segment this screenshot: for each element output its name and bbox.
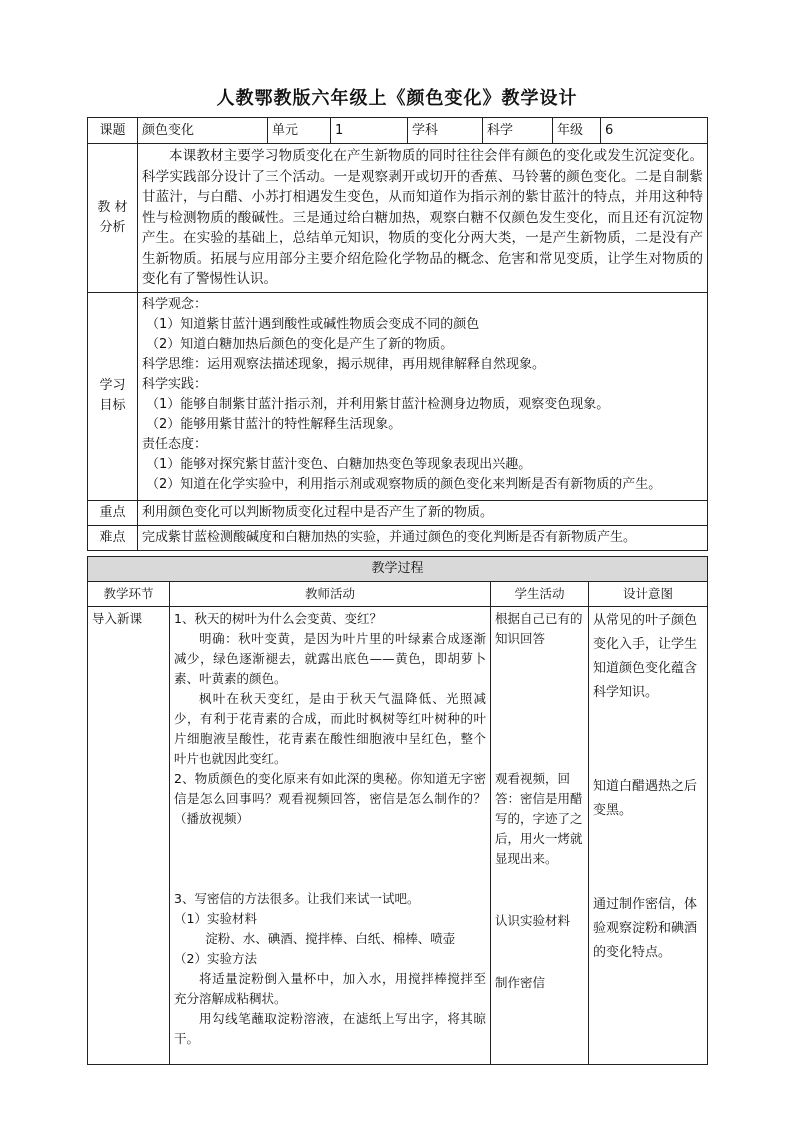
objectives-label: 学习 目标 — [88, 292, 138, 500]
student-activity-1: 根据自己已有的知识回答 — [495, 611, 583, 646]
intent-3: 通过制作密信，体验观察淀粉和碘酒的变化特点。 — [593, 897, 698, 960]
objective-line: （2）能够用紫甘蓝汁的特性解释生活现象。 — [146, 416, 402, 432]
column-header: 设计意图 — [589, 582, 708, 607]
method-heading: （2）实验方法 — [174, 951, 257, 966]
unit-value: 1 — [331, 118, 408, 144]
key-point-label: 重点 — [88, 500, 138, 525]
teaching-process-table — [87, 556, 708, 1065]
lesson-info-table — [87, 117, 708, 551]
grade-value: 6 — [601, 118, 708, 144]
design-intent — [589, 607, 708, 1065]
intent-2: 知道白醋遇热之后变黑。 — [593, 779, 698, 818]
objective-line: （2）知道白糖加热后颜色的变化是产生了新的物质。 — [146, 336, 454, 352]
method-step-2: 用勾线笔蘸取淀粉溶液，在滤纸上写出字，将其晾干。 — [174, 1011, 486, 1046]
teacher-question-2: 2、物质颜色的变化原来有如此深的奥秘。你知道无字密信是怎么回事吗？观看视频回答，密信是怎么制作的？（播放视频） — [174, 771, 486, 826]
teacher-question-1: 1、秋天的树叶为什么会变黄、变红？ — [174, 611, 382, 626]
column-header: 学生活动 — [491, 582, 589, 607]
objective-line: 责任态度： — [142, 436, 208, 452]
objective-line: 科学实践： — [142, 376, 208, 392]
student-activity — [491, 607, 589, 1065]
stage-cell: 导入新课 — [88, 607, 170, 1065]
unit-label: 单元 — [268, 118, 331, 144]
method-step-1: 将适量淀粉倒入量杯中，加入水，用搅拌棒搅拌至充分溶解成粘稠状。 — [174, 971, 486, 1006]
analysis-text: 本课教材主要学习物质变化在产生新物质的同时往往会伴有颜色的变化或发生沉淀变化。科学实践部分设计了三个活动。一是观察剥开或切开的香蕉、马铃薯的颜色变化。二是自制紫甘蓝汁，与白醋、小苏打相遇发生变色，从而知道作为指示剂的紫甘蓝汁的特点，并用这种特性与检测物质的酸碱性。三是通过给白糖加热，观察白糖不仅颜色发生变化，而且还有沉淀物产生。在实验的基础上，总结单元知识，物质的变化分两大类，一是产生新物质，二是没有产生新物质。拓展与应用部分主要介绍危险化学物品的概念、危害和常见变质，让学生对物质的变化有了警惕性认识。 — [138, 144, 708, 293]
column-header: 教师活动 — [170, 582, 491, 607]
student-activity-4: 制作密信 — [495, 975, 546, 990]
materials-text: 淀粉、水、碘酒、搅拌棒、白纸、棉棒、喷壶 — [205, 931, 456, 946]
objective-line: 科学思维：运用观察法描述现象，揭示规律，再用规律解释自然现象。 — [142, 356, 546, 372]
analysis-label: 教 材 分析 — [88, 144, 138, 293]
teacher-answer-2: 枫叶在秋天变红，是由于秋天气温降低、光照减少，有利于花青素的合成，而此时枫树等红叶树种的叶片细胞液呈酸性，花青素在酸性细胞液中呈红色，整个叶片也就因此变红。 — [174, 691, 486, 766]
objectives-list — [138, 292, 708, 500]
subject-value: 科学 — [483, 118, 553, 144]
column-header: 教学环节 — [88, 582, 170, 607]
grade-label: 年级 — [553, 118, 601, 144]
materials-heading: （1）实验材料 — [174, 911, 257, 926]
objective-line: （1）能够自制紫甘蓝汁指示剂，并利用紫甘蓝汁检测身边物质，观察变色现象。 — [146, 396, 610, 412]
course-label: 课题 — [88, 118, 138, 144]
course-value: 颜色变化 — [138, 118, 268, 144]
process-header: 教学过程 — [88, 557, 708, 582]
student-activity-3: 认识实验材料 — [495, 913, 571, 928]
difficulty-label: 难点 — [88, 525, 138, 550]
teacher-activity — [170, 607, 491, 1065]
objective-line: （1）能够对探究紫甘蓝汁变色、白糖加热变色等现象表现出兴趣。 — [146, 456, 532, 472]
objective-line: （2）知道在化学实验中，利用指示剂或观察物质的颜色变化来判断是否有新物质的产生。 — [146, 476, 662, 492]
objective-line: 科学观念： — [142, 296, 208, 312]
objective-line: （1）知道紫甘蓝汁遇到酸性或碱性物质会变成不同的颜色 — [146, 316, 480, 332]
difficulty-text: 完成紫甘蓝检测酸碱度和白糖加热的实验，并通过颜色的变化判断是否有新物质产生。 — [138, 525, 708, 550]
student-activity-2: 观看视频，回答：密信是用醋写的，字迹了之后，用火一烤就显现出来。 — [495, 771, 583, 866]
page-title: 人教鄂教版六年级上《颜色变化》教学设计 — [216, 88, 578, 109]
subject-label: 学科 — [408, 118, 483, 144]
teacher-question-3: 3、写密信的方法很多。让我们来试一试吧。 — [174, 891, 420, 906]
teacher-answer-1: 明确：秋叶变黄，是因为叶片里的叶绿素合成逐渐减少，绿色逐渐褪去，就露出底色——黄色，即胡萝卜素、叶黄素的颜色。 — [174, 631, 486, 686]
key-point-text: 利用颜色变化可以判断物质变化过程中是否产生了新的物质。 — [138, 500, 708, 525]
intent-1: 从常见的叶子颜色变化入手，让学生知道颜色变化蕴含科学知识。 — [593, 613, 698, 700]
